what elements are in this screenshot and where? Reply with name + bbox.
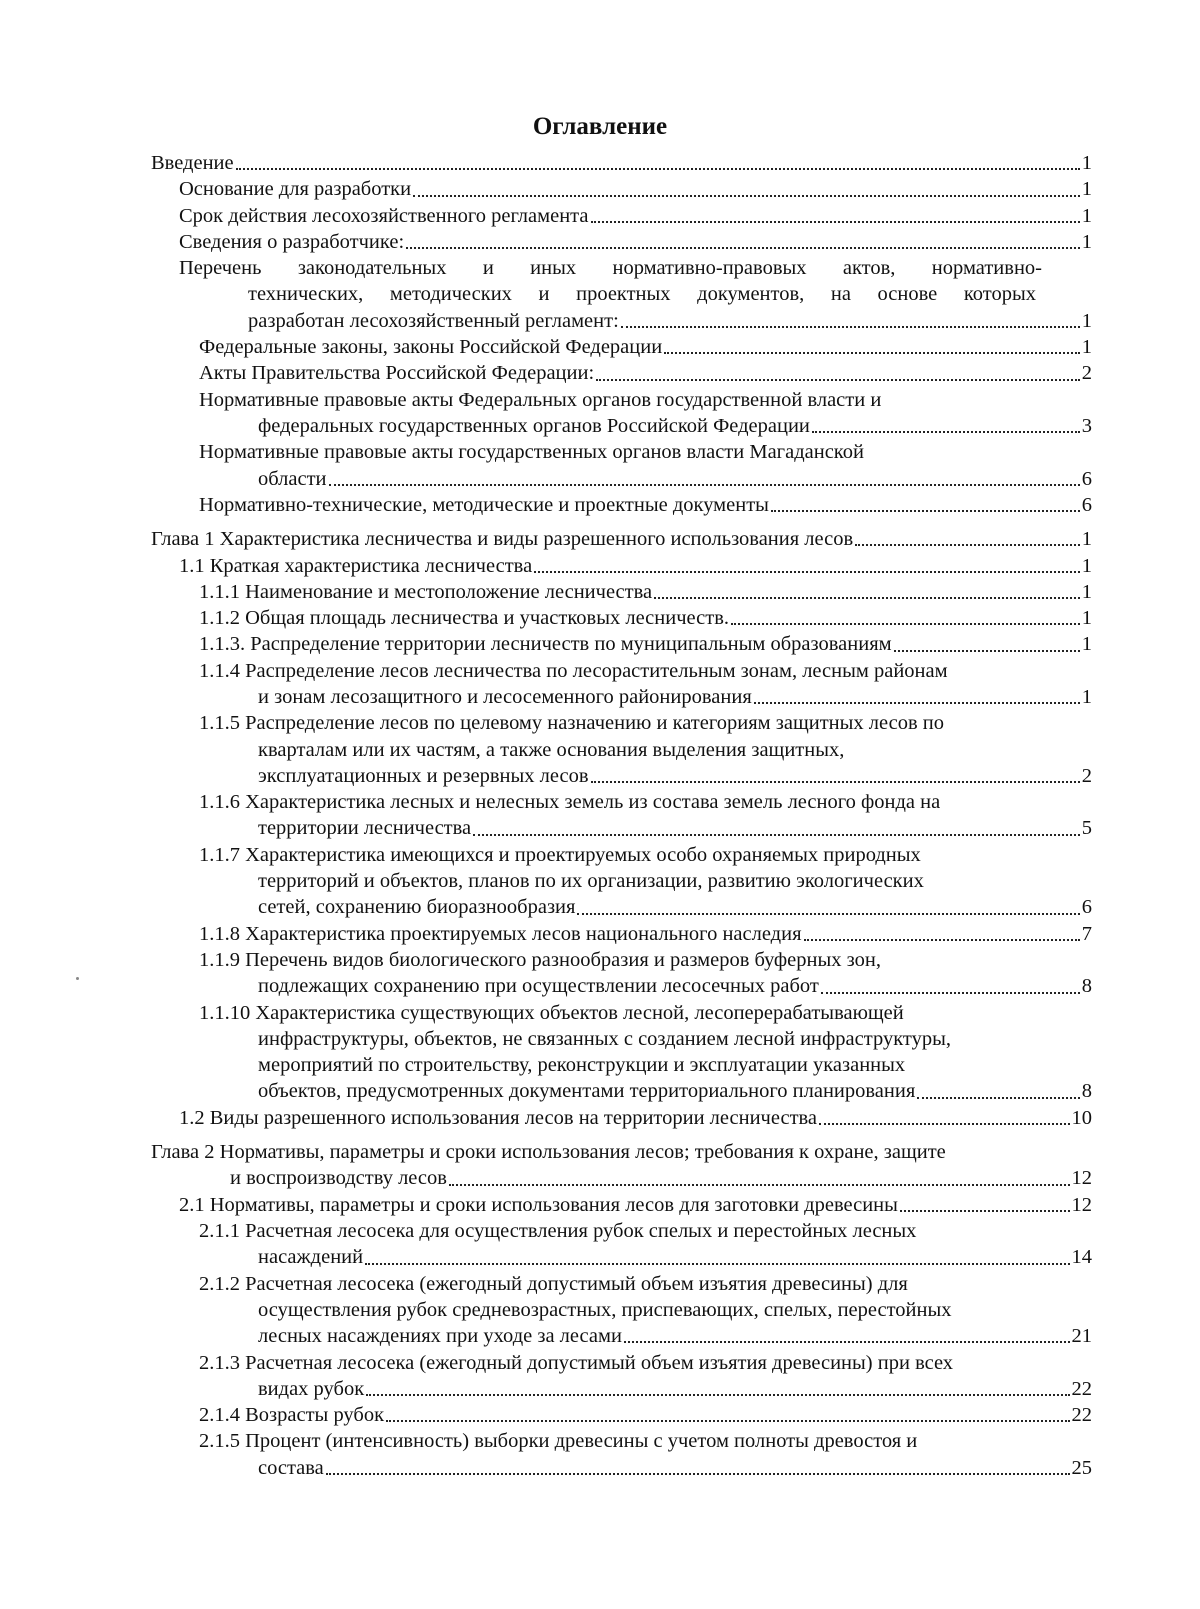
- toc-page-number: 1: [1081, 152, 1092, 174]
- toc-entry-text: территории лесничества: [258, 817, 472, 840]
- toc-page-number: 2: [1081, 362, 1092, 385]
- toc-entry-text: Основание для разработки: [179, 178, 412, 201]
- toc-entry-text: 2.1.4 Возрасты рубок: [199, 1404, 385, 1427]
- toc-entry-text: и воспроизводству лесов: [230, 1167, 447, 1190]
- toc-entry-line: [199, 605, 1092, 631]
- toc-page-number: 5: [1081, 817, 1092, 840]
- toc-entry-text: Перечень законодательных и иных нормативно-правовых актов, нормативно-: [179, 257, 1042, 280]
- toc-entry-text: Федеральные законы, законы Российской Федерации: [199, 336, 663, 359]
- toc-entry-text: разработан лесохозяйственный регламент:: [248, 309, 619, 332]
- toc-entry-line: [179, 203, 1092, 229]
- toc-entry-line: [258, 763, 1092, 789]
- toc-entry-text: лесных насаждениях при уходе за лесами: [258, 1325, 622, 1348]
- toc-entry-text: эксплуатационных и резервных лесов: [258, 764, 589, 787]
- toc-entry-text: 1.1 Краткая характеристика лесничества: [179, 554, 533, 577]
- toc-entry-line: [258, 1244, 1092, 1270]
- toc-page-number: 8: [1081, 1080, 1092, 1103]
- toc-page-number: 1: [1081, 178, 1092, 201]
- toc-page-number: 12: [1071, 1193, 1092, 1216]
- toc-entry-line: [258, 894, 1092, 920]
- dot-leader: [591, 781, 1080, 783]
- dot-leader: [365, 1263, 1069, 1265]
- dot-leader: [329, 484, 1080, 486]
- toc-entry-text: подлежащих сохранению при осуществлении лесосечных работ: [258, 975, 819, 998]
- toc-entry-line: [230, 1165, 1092, 1191]
- dot-leader: [917, 1097, 1079, 1099]
- toc-entry-text: насаждений: [258, 1246, 364, 1269]
- toc-entry-text: области: [258, 467, 327, 490]
- toc-page-number: 22: [1071, 1404, 1092, 1427]
- dot-leader: [754, 702, 1080, 704]
- dot-leader: [473, 834, 1080, 836]
- toc-entry-line: [199, 579, 1092, 605]
- page-title: Оглавление: [532, 113, 668, 140]
- toc-page-number: 1: [1081, 528, 1092, 551]
- toc-entry-text: кварталам или их частям, а также основания выделения защитных,: [258, 738, 845, 761]
- toc-entry-text: сетей, сохранению биоразнообразия: [258, 896, 576, 919]
- toc-entry-line: [258, 1323, 1092, 1349]
- toc-entry-text: 1.1.10 Характеристика существующих объектов лесной, лесоперерабатывающей: [199, 1001, 904, 1024]
- toc-entry-text: 2.1.2 Расчетная лесосека (ежегодный допустимый объем изъятия древесины) для: [199, 1272, 908, 1295]
- dot-leader: [621, 326, 1080, 328]
- toc-entry-line: [258, 973, 1092, 999]
- toc-page-number: 1: [1081, 554, 1092, 577]
- toc-entry-text: инфраструктуры, объектов, не связанных с созданием лесной инфраструктуры,: [258, 1027, 951, 1050]
- dot-leader: [771, 510, 1080, 512]
- toc-entry-text: Нормативные правовые акты Федеральных органов государственной власти и: [199, 388, 882, 411]
- toc-entry-line: [199, 921, 1092, 947]
- toc-entry-text: 1.2 Виды разрешенного использования лесов на территории лесничества: [179, 1106, 818, 1129]
- dot-leader: [654, 597, 1080, 599]
- toc-page-number: 14: [1071, 1246, 1092, 1269]
- toc-entry-line: [199, 334, 1092, 360]
- toc-page-number: 1: [1081, 204, 1092, 227]
- toc-entry-text: состава: [258, 1456, 324, 1479]
- toc-entry-text: объектов, предусмотренных документами территориального планирования: [258, 1080, 916, 1103]
- dot-leader: [821, 992, 1080, 994]
- toc-page-number: 12: [1071, 1167, 1092, 1190]
- toc-entry-text: 1.1.9 Перечень видов биологического разнообразия и размеров буферных зон,: [199, 949, 881, 971]
- toc-page-number: 1: [1081, 230, 1092, 253]
- dot-leader: [900, 1210, 1070, 1212]
- dot-leader: [386, 1420, 1069, 1422]
- toc-entry-text: 1.1.5 Распределение лесов по целевому назначению и категориям защитных лесов по: [199, 712, 944, 735]
- dot-leader: [577, 913, 1079, 915]
- toc-page-number: 22: [1071, 1377, 1092, 1400]
- toc-page-number: 3: [1081, 414, 1092, 437]
- toc-entry-text: территорий и объектов, планов по их организации, развитию экологических: [258, 870, 924, 893]
- toc-entry-text: 1.1.3. Распределение территории лесничеств по муниципальным образованиям: [199, 633, 892, 656]
- toc-page-number: 6: [1081, 493, 1092, 516]
- dot-leader: [406, 247, 1080, 249]
- toc-entry-text: Нормативные правовые акты государственных органов власти Магаданской: [199, 441, 864, 464]
- toc-entry-line: [151, 150, 1092, 176]
- toc-entry-text: федеральных государственных органов Российской Федерации: [258, 414, 810, 437]
- toc-page-number: 6: [1081, 467, 1092, 490]
- toc-entry-text: технических, методических и проектных документов, на основе которых: [248, 283, 1036, 306]
- toc-entry-line: [258, 684, 1092, 710]
- toc-page-number: 1: [1081, 633, 1092, 656]
- toc-page-number: 8: [1081, 975, 1092, 998]
- toc-entry-text: Глава 1 Характеристика лесничества и виды разрешенного использования лесов: [151, 528, 854, 551]
- toc-entry-line: [179, 176, 1092, 202]
- toc-entry-line: [179, 1192, 1092, 1218]
- toc-entry-text: Глава 2 Нормативы, параметры и сроки использования лесов; требования к охране, защите: [151, 1141, 946, 1164]
- toc-entry-line: [258, 1376, 1092, 1402]
- toc-page-number: 1: [1081, 580, 1092, 603]
- toc-entry-line: [179, 229, 1092, 255]
- toc-page-number: 7: [1081, 922, 1092, 945]
- toc-entry-text: 1.1.2 Общая площадь лесничества и участковых лесничеств.: [199, 607, 729, 630]
- toc-entry-text: 2.1.3 Расчетная лесосека (ежегодный допустимый объем изъятия древесины) при всех: [199, 1351, 954, 1374]
- toc-entry-line: [258, 1455, 1092, 1481]
- dot-leader: [812, 431, 1080, 433]
- toc-entry-line: [179, 1105, 1092, 1131]
- toc-entry-text: Срок действия лесохозяйственного регламента: [179, 204, 589, 227]
- toc-entry-line: [199, 360, 1092, 386]
- toc-entry-text: 1.1.7 Характеристика имеющихся и проектируемых особо охраняемых природных: [199, 843, 921, 866]
- toc-page-number: 21: [1071, 1325, 1092, 1348]
- toc-entry-line: [258, 413, 1092, 439]
- toc-entry-line: [258, 1078, 1092, 1104]
- toc-page-number: 1: [1081, 336, 1092, 359]
- toc-entry-text: 2.1 Нормативы, параметры и сроки использования лесов для заготовки древесины: [179, 1193, 898, 1216]
- toc-page-number: 1: [1081, 309, 1092, 332]
- dot-leader: [664, 352, 1080, 354]
- dot-leader: [855, 544, 1080, 546]
- toc-entry-text: Сведения о разработчике:: [179, 230, 405, 253]
- dot-leader: [236, 168, 1080, 170]
- toc-entry-line: [199, 492, 1092, 518]
- dot-leader: [449, 1184, 1070, 1186]
- dot-leader: [731, 623, 1080, 625]
- toc-entry-line: [199, 1402, 1092, 1428]
- toc-entry-text: видах рубок: [258, 1377, 365, 1400]
- dot-leader: [624, 1341, 1070, 1343]
- toc-entry-text: 1.1.8 Характеристика проектируемых лесов национального наследия: [199, 922, 802, 945]
- toc-entry-text: Акты Правительства Российской Федерации:: [199, 362, 595, 385]
- toc-entry-text: 1.1.6 Характеристика лесных и нелесных земель из состава земель лесного фонда на: [199, 791, 941, 814]
- toc-entry-line: [248, 308, 1092, 334]
- dot-leader: [591, 221, 1080, 223]
- toc-page-number: 1: [1081, 607, 1092, 630]
- toc-entry-text: 1.1.4 Распределение лесов лесничества по лесорастительным зонам, лесным районам: [199, 659, 948, 682]
- dot-leader: [326, 1473, 1070, 1475]
- dot-leader: [413, 195, 1080, 197]
- toc-page-number: 6: [1081, 896, 1092, 919]
- toc-entry-line: [151, 526, 1092, 552]
- toc-page-number: 25: [1071, 1456, 1092, 1479]
- toc-page-number: 1: [1081, 685, 1092, 708]
- scan-speck: [76, 977, 79, 980]
- toc-entry-text: 1.1.1 Наименование и местоположение лесничества: [199, 580, 653, 603]
- dot-leader: [819, 1123, 1069, 1125]
- dot-leader: [596, 379, 1080, 381]
- toc-entry-line: [199, 631, 1092, 657]
- toc-entry-text: мероприятий по строительству, реконструкции и эксплуатации указанных: [258, 1054, 906, 1077]
- toc-entry-text: осуществления рубок средневозрастных, приспевающих, спелых, перестойных: [258, 1298, 952, 1321]
- toc-entry-line: [258, 815, 1092, 841]
- toc-page-number: 2: [1081, 764, 1092, 787]
- toc-page-number: 10: [1071, 1106, 1092, 1129]
- toc-entry-text: и зонам лесозащитного и лесосеменного районирования: [258, 685, 752, 708]
- toc-entry-text: Введение: [151, 152, 234, 174]
- toc-entry-line: [258, 466, 1092, 492]
- toc-entry-text: 2.1.5 Процент (интенсивность) выборки древесины с учетом полноты древостоя и: [199, 1430, 918, 1453]
- dot-leader: [534, 571, 1080, 573]
- dot-leader: [804, 939, 1080, 941]
- toc-entry-text: 2.1.1 Расчетная лесосека для осуществления рубок спелых и перестойных лесных: [199, 1220, 917, 1242]
- dot-leader: [894, 650, 1080, 652]
- toc-entry-text: Нормативно-технические, методические и проектные документы: [199, 493, 769, 516]
- dot-leader: [366, 1394, 1069, 1396]
- toc-entry-line: [179, 553, 1092, 579]
